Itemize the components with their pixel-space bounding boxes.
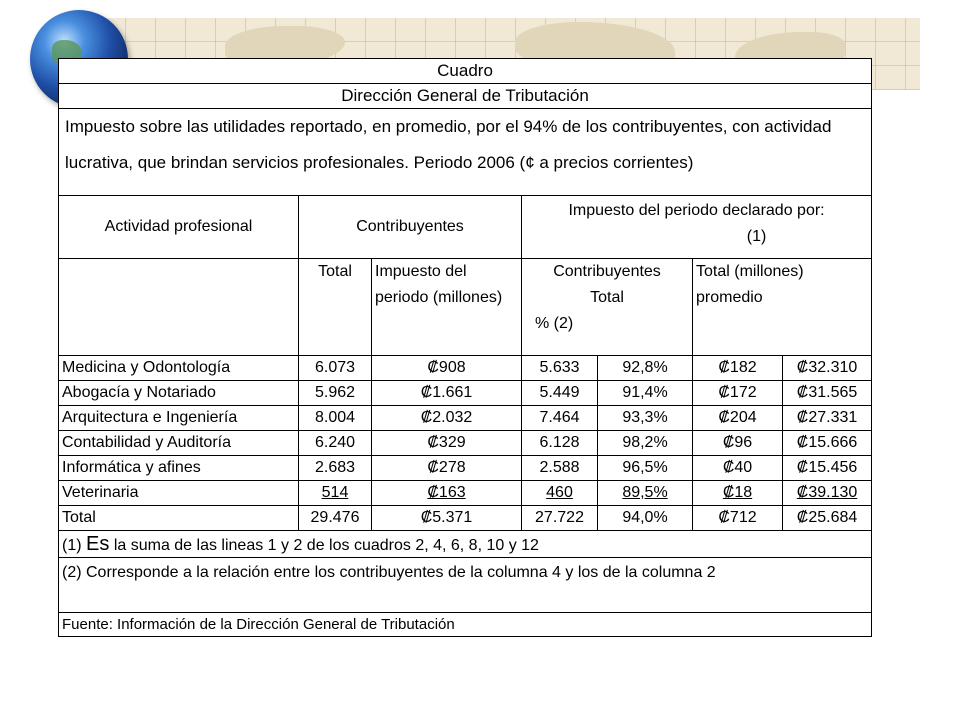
cell-pct: 96,5% (598, 456, 693, 481)
table-row (59, 406, 872, 431)
cell-total: 8.004 (299, 406, 372, 431)
total-millions: ₡712 (693, 506, 783, 531)
cell-total: 5.962 (299, 381, 372, 406)
tax-table (58, 58, 872, 637)
cell-contrib: 6.128 (522, 431, 598, 456)
header-tax-declared-note: (1) (746, 228, 767, 245)
header-tax-declared-label: Impuesto del periodo declarado por: (568, 202, 825, 219)
cell-millions: ₡96 (693, 431, 783, 456)
cell-tax: ₡329 (372, 431, 522, 456)
cell-avg: ₡32.310 (783, 356, 872, 381)
cell-avg: ₡27.331 (783, 406, 872, 431)
note-1-number: (1) (62, 536, 82, 554)
header-contrib-pct (522, 259, 693, 356)
cell-tax: ₡1.661 (372, 381, 522, 406)
total-row (59, 506, 872, 531)
cell-contrib: 5.449 (522, 381, 598, 406)
cell-avg: ₡39.130 (783, 481, 872, 506)
cell-activity: Contabilidad y Auditoría (59, 431, 299, 456)
header-activity: Actividad profesional (59, 196, 299, 259)
cell-total: 6.240 (299, 431, 372, 456)
note-1-es: Es (86, 532, 110, 555)
cell-millions: ₡18 (693, 481, 783, 506)
total-pct: 94,0% (598, 506, 693, 531)
cell-total: 514 (299, 481, 372, 506)
cell-pct: 93,3% (598, 406, 693, 431)
cell-pct: 91,4% (598, 381, 693, 406)
cell-contrib: 460 (522, 481, 598, 506)
cell-millions: ₡40 (693, 456, 783, 481)
cell-activity: Medicina y Odontología (59, 356, 299, 381)
cell-contrib: 5.633 (522, 356, 598, 381)
table-row (59, 356, 872, 381)
header-total: Total (299, 259, 372, 356)
cell-millions: ₡172 (693, 381, 783, 406)
note-2: (2) Corresponde a la relación entre los contribuyentes de la columna 4 y los de la columna 2 (59, 558, 872, 613)
header-pct: % (2) (535, 315, 574, 332)
cell-avg: ₡15.456 (783, 456, 872, 481)
table-row (59, 381, 872, 406)
total-tax: ₡5.371 (372, 506, 522, 531)
cell-tax: ₡278 (372, 456, 522, 481)
note-1-text: la suma de las lineas 1 y 2 de los cuadros 2, 4, 6, 8, 10 y 12 (113, 536, 539, 554)
cell-millions: ₡182 (693, 356, 783, 381)
cell-activity: Informática y afines (59, 456, 299, 481)
cell-activity: Veterinaria (59, 481, 299, 506)
header-contributors: Contribuyentes (299, 196, 522, 259)
table-row (59, 456, 872, 481)
total-activity: Total (59, 506, 299, 531)
total-contrib: 27.722 (522, 506, 598, 531)
cell-pct: 98,2% (598, 431, 693, 456)
table-row (59, 431, 872, 456)
cell-avg: ₡31.565 (783, 381, 872, 406)
header-blank (59, 259, 299, 356)
table-title: Cuadro (59, 59, 872, 84)
cell-pct: 92,8% (598, 356, 693, 381)
cell-total: 2.683 (299, 456, 372, 481)
cell-contrib: 2.588 (522, 456, 598, 481)
cell-tax: ₡163 (372, 481, 522, 506)
cell-millions: ₡204 (693, 406, 783, 431)
cell-tax: ₡2.032 (372, 406, 522, 431)
header-tax-declared (522, 196, 872, 259)
cell-total: 6.073 (299, 356, 372, 381)
cell-avg: ₡15.666 (783, 431, 872, 456)
total-avg: ₡25.684 (783, 506, 872, 531)
table-row (59, 481, 872, 506)
cell-pct: 89,5% (598, 481, 693, 506)
source-note: Fuente: Información de la Dirección General de Tributación (59, 613, 872, 637)
data-rows (59, 356, 872, 506)
cell-activity: Abogacía y Notariado (59, 381, 299, 406)
agency-name: Dirección General de Tributación (59, 84, 872, 109)
cell-contrib: 7.464 (522, 406, 598, 431)
note-1 (59, 531, 872, 558)
header-total-millions-avg: Total (millones) promedio (693, 259, 872, 356)
header-contrib-total: Contribuyentes Total (553, 263, 661, 306)
table-description: Impuesto sobre las utilidades reportado, en promedio, por el 94% de los contribuyentes, con actividad lucrativa, que brindan servicios profesionales. Periodo 2006 (¢ a precios corrientes) (59, 109, 872, 196)
header-tax-period: Impuesto del periodo (millones) (372, 259, 522, 356)
cell-tax: ₡908 (372, 356, 522, 381)
total-contrib-count: 29.476 (299, 506, 372, 531)
cell-activity: Arquitectura e Ingeniería (59, 406, 299, 431)
